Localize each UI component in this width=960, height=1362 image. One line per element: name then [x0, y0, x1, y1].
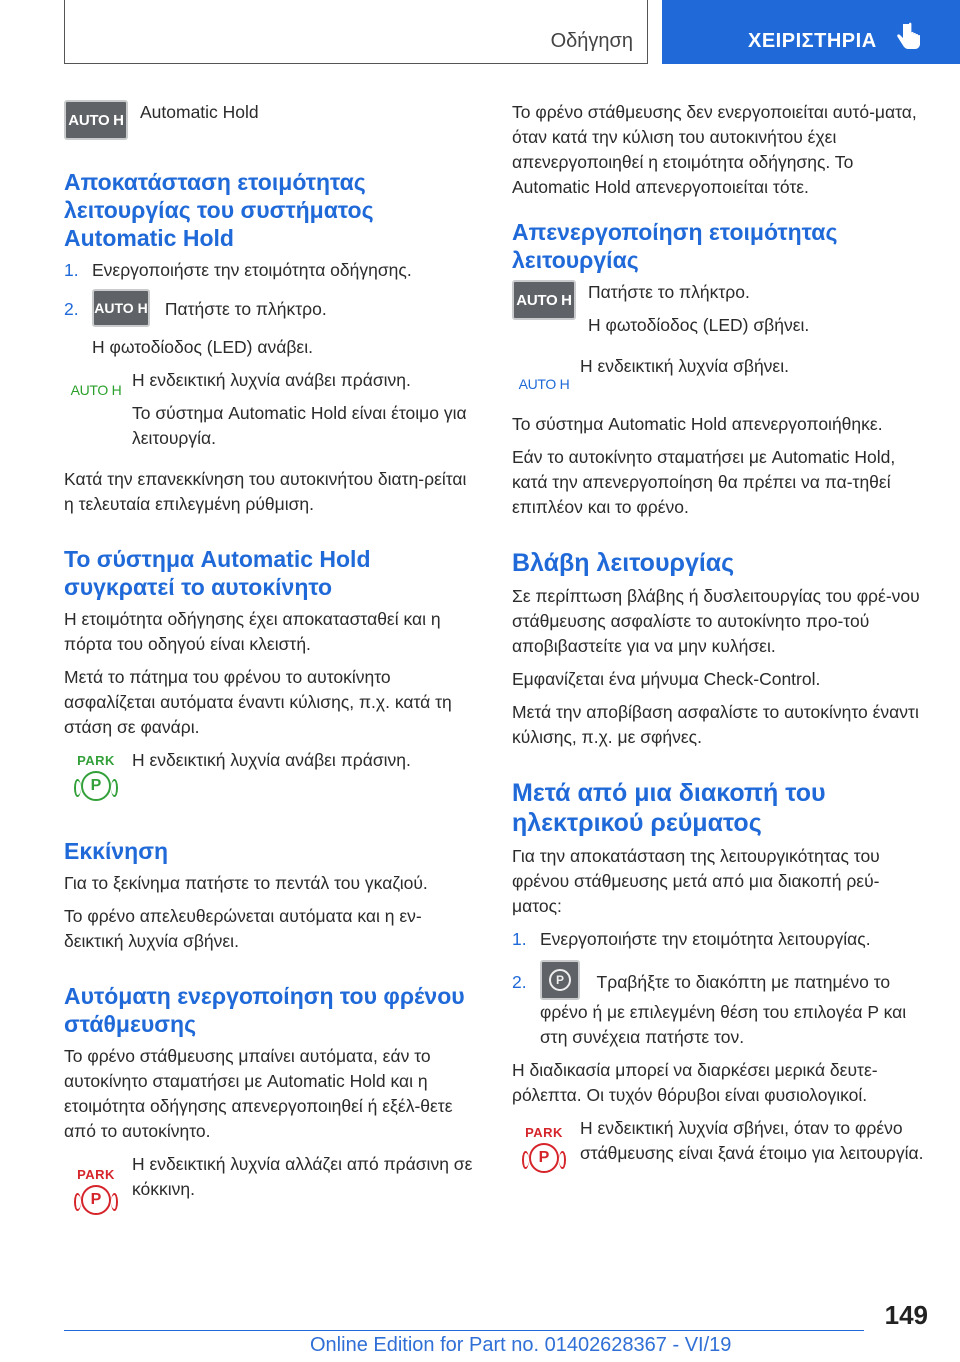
- restart-note: Κατά την επανεκκίνηση του αυτοκινήτου διατη-ρείται η τελευταία επιλεγμένη ρύθμιση.: [64, 469, 467, 514]
- heading-deactivate: Απενεργοποίηση ετοιμότητας λειτουργίας: [512, 219, 838, 273]
- indicator-text: Η ενδεικτική λυχνία αλλάζει από πράσινη σε κόκκινη.: [132, 1154, 473, 1199]
- auto-h-button-icon: AUTO H: [512, 280, 576, 320]
- page-number: 149: [884, 1300, 928, 1330]
- led-off-text: Η φωτοδίοδος (LED) σβήνει.: [588, 315, 810, 335]
- pointing-hand-icon: [896, 22, 922, 52]
- header-chapter-title: ΧΕΙΡΙΣΤΗΡΙΑ: [748, 30, 877, 52]
- heading-start: Εκκίνηση: [64, 838, 169, 864]
- system-ready-text: Το σύστημα Automatic Hold είναι έτοιμο για λειτουργία.: [132, 403, 467, 448]
- heading-holds-vehicle: Το σύστημα Automatic Hold συγκρατεί το αυτοκίνητο: [64, 546, 371, 600]
- fault-paragraph-2: Εμφανίζεται ένα μήνυμα Check-Control.: [512, 669, 821, 689]
- list-text: Ενεργοποιήστε την ετοιμότητα οδήγησης.: [92, 260, 412, 280]
- auto-h-button-icon: AUTO H: [92, 289, 150, 327]
- holds-paragraph-1: Η ετοιμότητα οδήγησης έχει αποκατασταθεί και η πόρτα του οδηγού είναι κλειστή.: [64, 609, 441, 654]
- park-red-indicator-icon: PARK P: [64, 1152, 128, 1215]
- indicator-text: Η ενδεικτική λυχνία σβήνει.: [580, 356, 789, 376]
- deactivate-note: Εάν το αυτοκίνητο σταματήσει με Automatic Hold, κατά την απενεργοποίηση θα πρέπει να πα-τηθεί επιπλέον και το φρένο.: [512, 447, 896, 517]
- heading-fault: Βλάβη λειτουργίας: [512, 549, 735, 577]
- header-section-title: Οδήγηση: [550, 30, 633, 52]
- power-paragraph-1: Για την αποκατάσταση της λειτουργικότητας του φρένου στάθμευσης μετά από μια διακοπή ρεύ-ματος:: [512, 846, 880, 916]
- deactivate-button-row: [512, 280, 926, 346]
- list-text: Ενεργοποιήστε την ετοιμότητα λειτουργίας.: [540, 929, 871, 949]
- list-number: 1.: [64, 260, 79, 280]
- list-number: 2.: [64, 299, 79, 319]
- automatic-hold-intro: [64, 100, 478, 140]
- footer-divider: [64, 1330, 864, 1331]
- indicator-row: [64, 748, 478, 801]
- park-red-indicator-icon: PARK P: [512, 1116, 576, 1173]
- fault-paragraph-3: Μετά την αποβίβαση ασφαλίστε το αυτοκίνητο έναντι κύλισης, π.χ. με σφήνες.: [512, 702, 919, 747]
- list-item: [64, 297, 478, 327]
- left-column: [64, 100, 478, 1223]
- indicator-text: Η ενδεικτική λυχνία ανάβει πράσινη.: [132, 370, 411, 390]
- indicator-text: Η ενδεικτική λυχνία σβήνει, όταν το φρένο στάθμευσης είναι ξανά έτοιμο για λειτουργία.: [580, 1118, 924, 1163]
- top-paragraph: Το φρένο στάθμευσης δεν ενεργοποιείται αυτό-ματα, όταν κατά την κύλιση του αυτοκινήτου έχει απενεργοποιηθεί η ετοιμότητα οδήγησης. Το Automatic Hold απενεργοποιείται τότε.: [512, 102, 917, 197]
- press-button-text: Πατήστε το πλήκτρο.: [588, 282, 750, 302]
- start-paragraph-1: Για το ξεκίνημα πατήστε το πεντάλ του γκαζιού.: [64, 873, 428, 893]
- list-text: Πατήστε το πλήκτρο.: [164, 299, 327, 319]
- header-section-box: [64, 0, 648, 64]
- list-item: [512, 927, 926, 952]
- auto-h-green-indicator-icon: AUTO H: [70, 382, 122, 398]
- park-green-indicator-icon: PARK P: [64, 748, 128, 801]
- start-paragraph-2: Το φρένο απελευθερώνεται αυτόματα και η εν-δεικτική λυχνία σβήνει.: [64, 906, 422, 951]
- parking-brake-switch-icon: P: [540, 960, 580, 1000]
- holds-paragraph-2: Μετά το πάτημα του φρένου το αυτοκίνητο ασφαλίζεται αυτόματα έναντι κύλισης, π.χ. κατά τη στάση σε φανάρι.: [64, 667, 452, 737]
- header-chapter-tab[interactable]: [662, 0, 960, 64]
- indicator-row: [64, 1152, 478, 1215]
- led-on-text: Η φωτοδίοδος (LED) ανάβει.: [92, 337, 313, 357]
- list-number: 2.: [512, 972, 527, 992]
- deactivated-text: Το σύστημα Automatic Hold απενεργοποιήθηκε.: [512, 414, 883, 434]
- right-column: [512, 100, 926, 1182]
- automatic-hold-label: Automatic Hold: [140, 102, 259, 122]
- auto-h-blue-indicator-icon: AUTO H: [518, 376, 570, 392]
- footer-edition: Online Edition for Part no. 01402628367 - VI/19: [310, 1334, 732, 1356]
- list-item: [64, 258, 478, 283]
- heading-power-interruption: Μετά από μια διακοπή του ηλεκτρικού ρεύματος: [512, 779, 826, 837]
- heading-restore-readiness: Αποκατάσταση ετοιμότητας λειτουργίας του συστήματος Automatic Hold: [64, 169, 374, 251]
- auto-paragraph-1: Το φρένο στάθμευσης μπαίνει αυτόματα, εάν το αυτοκίνητο σταματήσει με Automatic Hold και η ετοιμότητα οδήγησης απενεργοποιηθεί ή εξέλ-θετε από το αυτοκίνητο.: [64, 1046, 453, 1141]
- fault-paragraph-1: Σε περίπτωση βλάβης ή δυσλειτουργίας του φρέ-νου στάθμευσης ασφαλίστε το αυτοκίνητο προ-τού αποβιβαστείτε για να μην κυλήσει.: [512, 586, 920, 656]
- heading-auto-parking-brake: Αυτόματη ενεργοποίηση του φρένου στάθμευσης: [64, 983, 465, 1037]
- indicator-row: [512, 1116, 926, 1174]
- indicator-row: [512, 354, 926, 392]
- list-text: Τραβήξτε το διακόπτη με πατημένο το φρένο ή με επιλεγμένη θέση του επιλογέα P και στη συνέχεια πατήστε τον.: [540, 972, 907, 1047]
- indicator-row: [64, 368, 478, 459]
- power-paragraph-2: Η διαδικασία μπορεί να διαρκέσει μερικά δευτε-ρόλεπτα. Οι τυχόν θόρυβοι είναι φυσιολογικοί.: [512, 1060, 878, 1105]
- list-number: 1.: [512, 929, 527, 949]
- indicator-text: Η ενδεικτική λυχνία ανάβει πράσινη.: [132, 750, 411, 770]
- list-item: [512, 970, 926, 1050]
- auto-h-button-icon: AUTO H: [64, 100, 128, 140]
